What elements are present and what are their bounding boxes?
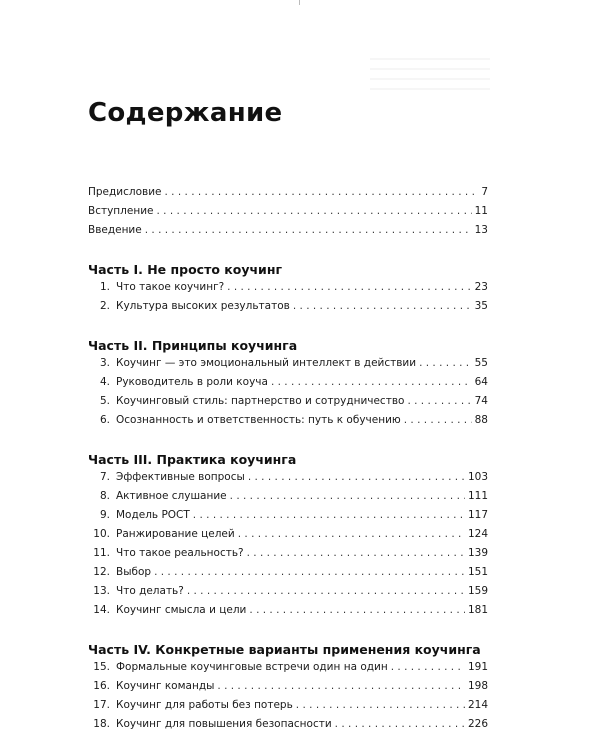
chapter-title: Ранжирование целей: [116, 528, 235, 540]
dot-leader: [193, 509, 465, 521]
chapter-page: 191: [467, 661, 488, 673]
toc-entry-title: Введение: [88, 224, 142, 236]
toc-chapter-9[interactable]: [88, 509, 488, 528]
dot-leader: [154, 566, 465, 578]
dot-leader: [271, 376, 472, 388]
chapter-page: 117: [467, 509, 488, 521]
reverse-side-bleed-through: [370, 58, 490, 98]
chapter-title: Осознанность и ответственность: путь к обучению: [116, 414, 401, 426]
chapter-title: Активное слушание: [116, 490, 227, 502]
chapter-number: 16.: [93, 680, 110, 692]
chapter-page: 23: [474, 281, 488, 293]
toc-chapter-8[interactable]: [88, 490, 488, 509]
chapter-page: 226: [467, 718, 488, 730]
chapter-number: 7.: [99, 471, 110, 483]
toc-entry-introduction[interactable]: [88, 224, 488, 243]
chapter-page: 198: [467, 680, 488, 692]
chapter-page: 64: [474, 376, 488, 388]
chapter-number: 15.: [93, 661, 110, 673]
toc-entry-foreword[interactable]: [88, 205, 488, 224]
chapter-number: 17.: [93, 699, 110, 711]
dot-leader: [157, 205, 472, 217]
chapter-page: 214: [467, 699, 488, 711]
toc-entry-page: 13: [474, 224, 488, 236]
part-heading-3[interactable]: Часть III. Практика коучинга: [88, 452, 297, 467]
dot-leader: [187, 585, 465, 597]
chapter-number: 1.: [99, 281, 110, 293]
toc-entry-title: Предисловие: [88, 186, 162, 198]
toc-chapter-12[interactable]: [88, 566, 488, 585]
dot-leader: [227, 281, 471, 293]
chapter-title: Выбор: [116, 566, 152, 578]
chapter-number: 3.: [99, 357, 110, 369]
dot-leader: [296, 699, 465, 711]
chapter-number: 4.: [99, 376, 110, 388]
chapter-number: 14.: [93, 604, 110, 616]
dot-leader: [391, 661, 465, 673]
chapter-number: 8.: [99, 490, 110, 502]
toc-chapter-2[interactable]: [88, 300, 488, 319]
chapter-title: Что делать?: [116, 585, 184, 597]
dot-leader: [407, 395, 471, 407]
dot-leader: [145, 224, 472, 236]
dot-leader: [217, 680, 465, 692]
dot-leader: [335, 718, 465, 730]
dot-leader: [230, 490, 465, 502]
chapter-title: Эффективные вопросы: [116, 471, 245, 483]
toc-entry-page: 7: [481, 186, 488, 198]
toc-chapter-16[interactable]: [88, 680, 488, 699]
part-heading-1[interactable]: Часть I. Не просто коучинг: [88, 262, 282, 277]
chapter-title: Коучинг — это эмоциональный интеллект в действии: [116, 357, 417, 369]
chapter-title: Модель РОСТ: [116, 509, 190, 521]
toc-chapter-7[interactable]: [88, 471, 488, 490]
toc-chapter-11[interactable]: [88, 547, 488, 566]
chapter-number: 18.: [93, 718, 110, 730]
toc-entry-page: 11: [474, 205, 488, 217]
chapter-title: Культура высоких результатов: [116, 300, 290, 312]
toc-chapter-15[interactable]: [88, 661, 488, 680]
toc-entry-preface[interactable]: [88, 186, 488, 205]
dot-leader: [249, 604, 465, 616]
toc-chapter-10[interactable]: [88, 528, 488, 547]
toc-chapter-5[interactable]: [88, 395, 488, 414]
chapter-page: 103: [467, 471, 488, 483]
chapter-page: 181: [467, 604, 488, 616]
toc-chapter-1[interactable]: [88, 281, 488, 300]
toc-chapter-17[interactable]: [88, 699, 488, 718]
chapter-number: 9.: [99, 509, 110, 521]
toc-chapter-3[interactable]: [88, 357, 488, 376]
chapter-title: Коучинг команды: [116, 680, 215, 692]
dot-leader: [238, 528, 465, 540]
chapter-title: Коучинг для повышения безопасности: [116, 718, 332, 730]
chapter-page: 159: [467, 585, 488, 597]
dot-leader: [293, 300, 472, 312]
chapter-number: 5.: [99, 395, 110, 407]
toc-chapter-4[interactable]: [88, 376, 488, 395]
chapter-page: 74: [474, 395, 488, 407]
chapter-page: 88: [474, 414, 488, 426]
chapter-page: 55: [474, 357, 488, 369]
chapter-page: 124: [467, 528, 488, 540]
chapter-title: Коучинговый стиль: партнерство и сотрудничество: [116, 395, 405, 407]
toc-chapter-14[interactable]: [88, 604, 488, 623]
dot-leader: [419, 357, 472, 369]
table-of-contents: [88, 186, 488, 737]
chapter-number: 6.: [99, 414, 110, 426]
toc-chapter-18[interactable]: [88, 718, 488, 737]
chapter-title: Формальные коучинговые встречи один на один: [116, 661, 388, 673]
chapter-page: 111: [467, 490, 488, 502]
chapter-number: 2.: [99, 300, 110, 312]
toc-chapter-13[interactable]: [88, 585, 488, 604]
part-heading-4[interactable]: Часть IV. Конкретные варианты применения коучинга: [88, 642, 481, 657]
dot-leader: [247, 547, 465, 559]
dot-leader: [248, 471, 465, 483]
page-fold-mark: [299, 0, 300, 5]
chapter-title: Что такое реальность?: [116, 547, 244, 559]
dot-leader: [165, 186, 479, 198]
dot-leader: [404, 414, 472, 426]
chapter-title: Что такое коучинг?: [116, 281, 225, 293]
chapter-number: 10.: [93, 528, 110, 540]
page-title: Содержание: [88, 98, 283, 128]
chapter-page: 139: [467, 547, 488, 559]
part-heading-2[interactable]: Часть II. Принципы коучинга: [88, 338, 298, 353]
chapter-title: Коучинг для работы без потерь: [116, 699, 293, 711]
chapter-title: Коучинг смысла и цели: [116, 604, 247, 616]
chapter-number: 13.: [93, 585, 110, 597]
toc-chapter-6[interactable]: [88, 414, 488, 433]
chapter-page: 151: [467, 566, 488, 578]
chapter-page: 35: [474, 300, 488, 312]
chapter-number: 11.: [93, 547, 110, 559]
chapter-title: Руководитель в роли коуча: [116, 376, 268, 388]
chapter-number: 12.: [93, 566, 110, 578]
toc-entry-title: Вступление: [88, 205, 154, 217]
